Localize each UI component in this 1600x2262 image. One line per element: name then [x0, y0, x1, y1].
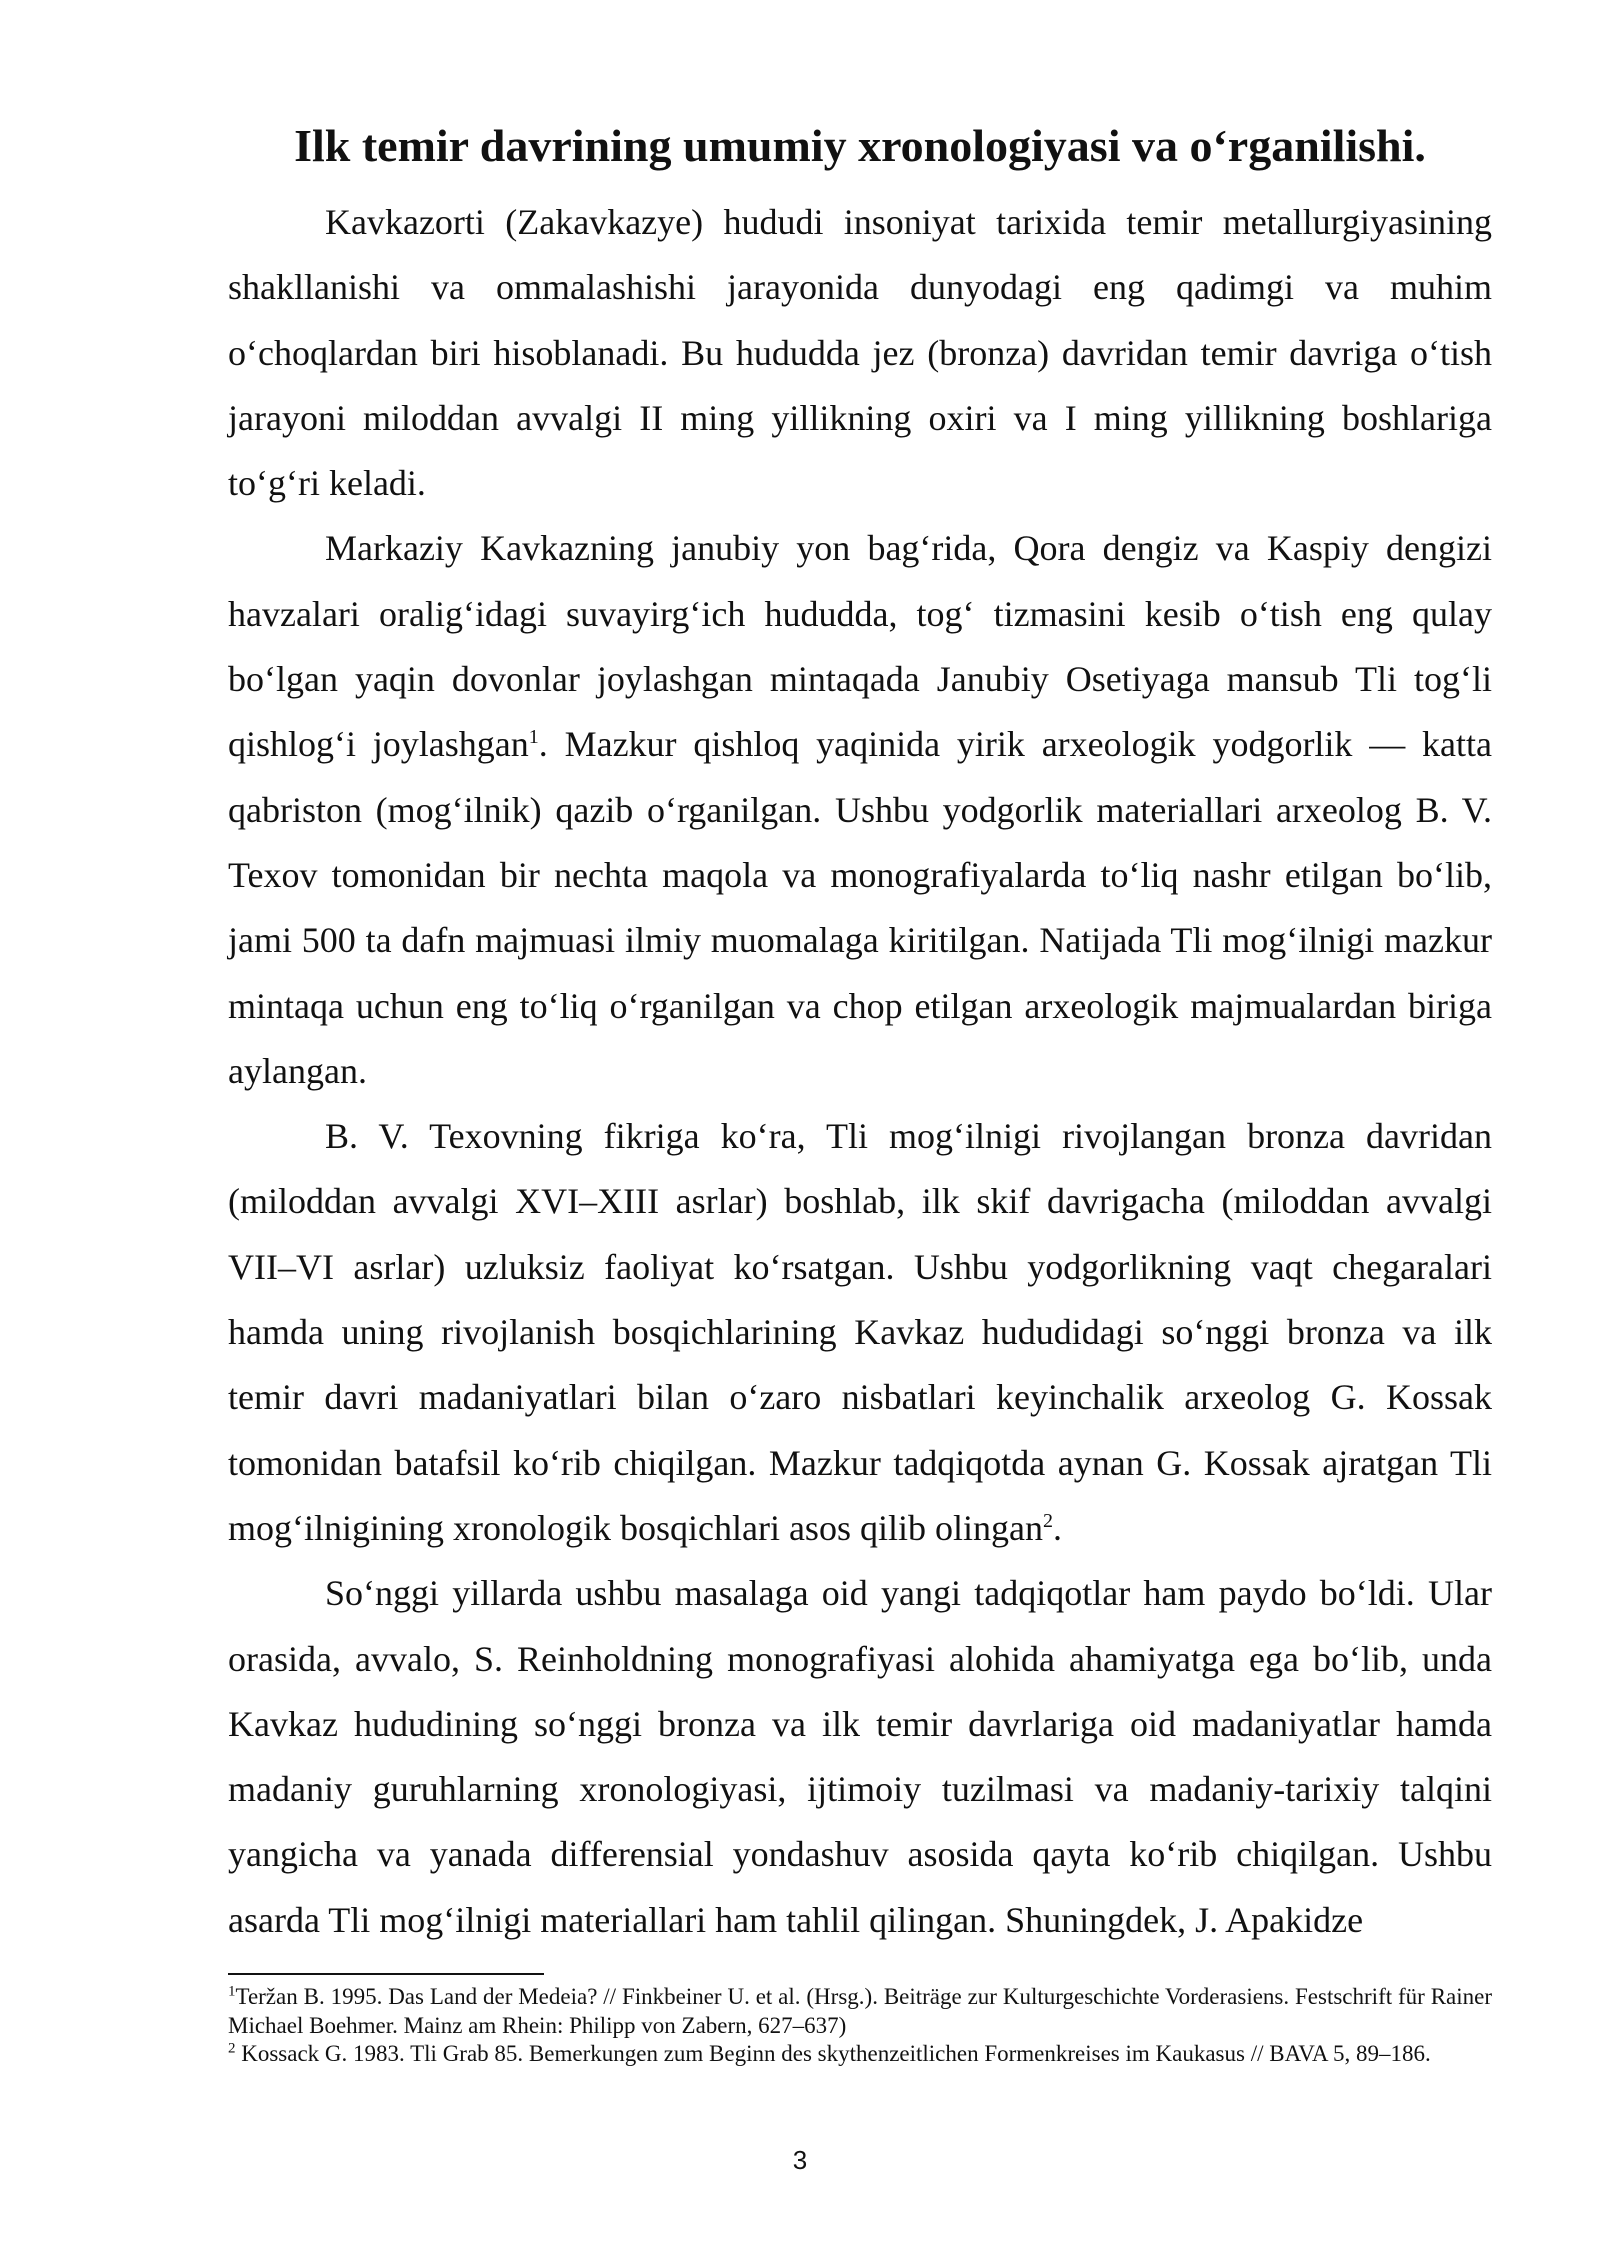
- footnotes: [228, 1983, 1492, 2069]
- footnote-ref-1[interactable]: 1: [528, 726, 539, 749]
- paragraph-2-text-b: . Mazkur qishloq yaqinida yirik arxeologik yodgorlik — katta qabriston (mog‘ilnik) qazib o‘rganilgan. Ushbu yodgorlik materiallari arxeolog B. V. Texov tomonidan bir nechta maqola va monografiyalarda to‘liq nashr etilgan bo‘lib, jami 500 ta dafn majmuasi ilmiy muomalaga kiritilgan. Natijada Tli mog‘ilnigi mazkur mintaqa uchun eng to‘liq o‘rganilgan va chop etilgan arxeologik majmualardan biriga aylangan.: [228, 724, 1492, 1091]
- paragraph-3: [228, 1104, 1492, 1561]
- body-text: [228, 190, 1492, 1953]
- footnote-ref-2[interactable]: 2: [1042, 1509, 1053, 1532]
- paragraph-4: So‘nggi yillarda ushbu masalaga oid yangi tadqiqotlar ham paydo bo‘ldi. Ular orasida, avvalo, S. Reinholdning monografiyasi alohida ahamiyatga ega bo‘lib, unda Kavkaz hududining so‘nggi bronza va ilk temir davrlariga oid madaniyatlar hamda madaniy guruhlarning xronologiyasi, ijtimoiy tuzilmasi va madaniy-tarixiy talqini yangicha va yanada differensial yondashuv asosida qayta ko‘rib chiqilgan. Ushbu asarda Tli mog‘ilnigi materiallari ham tahlil qilingan. Shuningdek, J. Apakidze: [228, 1573, 1492, 1940]
- footnote-2-text: Kossack G. 1983. Tli Grab 85. Bemerkungen zum Beginn des skythenzeitlichen Formenkreises im Kaukasus // BAVA 5, 89–186.: [235, 2041, 1431, 2067]
- page-title: Ilk temir davrining umumiy xronologiyasi va o‘rganilishi.: [294, 120, 1426, 171]
- footnote-separator: [228, 1973, 544, 1975]
- paragraph-3-text-a: B. V. Texovning fikriga ko‘ra, Tli mog‘ilnigi rivojlangan bronza davridan (miloddan avvalgi XVI–XIII asrlar) boshlab, ilk skif davrigacha (miloddan avvalgi VII–VI asrlar) uzluksiz faoliyat ko‘rsatgan. Ushbu yodgorlikning vaqt chegaralari hamda uning rivojlanish bosqichlarining Kavkaz hududidagi so‘nggi bronza va ilk temir davri madaniyatlari bilan o‘zaro nisbatlari keyinchalik arxeolog G. Kossak tomonidan batafsil ko‘rib chiqilgan. Mazkur tadqiqotda aynan G. Kossak ajratgan Tli mog‘ilnigining xronologik bosqichlari asos qilib olingan: [228, 1116, 1492, 1548]
- paragraph-3-text-b: .: [1052, 1507, 1062, 1548]
- footnote-2-marker: 2: [228, 2040, 236, 2057]
- page-number: 3: [792, 2145, 808, 2175]
- footnote-2: [228, 2040, 1492, 2069]
- paragraph-2-text-a: Markaziy Kavkazning janubiy yon bag‘rida, Qora dengiz va Kaspiy dengizi havzalari oralig‘idagi suvayirg‘ich hududda, tog‘ tizmasini kesib o‘tish eng qulay bo‘lgan yaqin dovonlar joylashgan mintaqada Janubiy Osetiyaga mansub Tli tog‘li qishlog‘i joylashgan: [228, 528, 1492, 765]
- paragraph-1: Kavkazorti (Zakavkazye) hududi insoniyat tarixida temir metallurgiyasining shakllanishi va ommalashishi jarayonida dunyodagi eng qadimgi va muhim o‘choqlardan biri hisoblanadi. Bu hududda jez (bronza) davridan temir davriga o‘tish jarayoni miloddan avvalgi II ming yillikning oxiri va I ming yillikning boshlariga to‘g‘ri keladi.: [228, 202, 1492, 504]
- footnote-1-marker: 1: [228, 1983, 236, 2000]
- paragraph-2: [228, 516, 1492, 1104]
- footnote-1-text: Teržan B. 1995. Das Land der Medeia? // Finkbeiner U. et al. (Hrsg.). Beiträge zur Kulturgeschichte Vorderasiens. Festschrift für Rainer Michael Boehmer. Mainz am Rhein: Philipp von Zabern, 627–637): [228, 1984, 1492, 2038]
- footnote-1: [228, 1983, 1492, 2040]
